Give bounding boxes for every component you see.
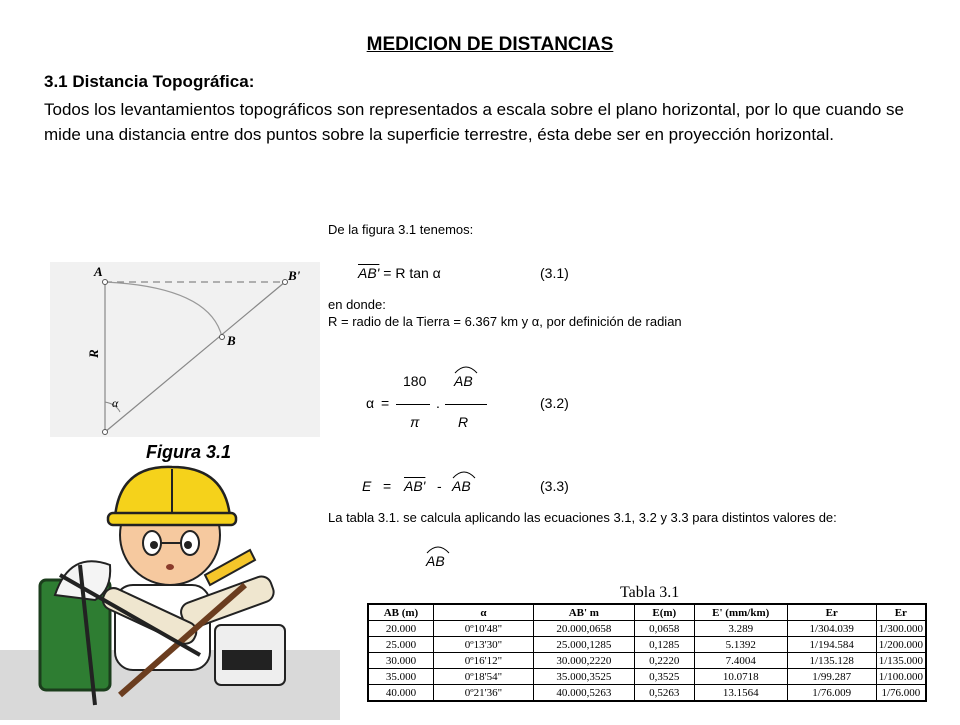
table-cell: 1/200.000 bbox=[876, 637, 926, 653]
where-label: en donde: bbox=[328, 297, 386, 312]
table-cell: 0,1285 bbox=[634, 637, 694, 653]
eq1-number: (3.1) bbox=[540, 265, 569, 281]
table-caption: Tabla 3.1 bbox=[620, 584, 680, 601]
eq2-den2: R bbox=[458, 414, 469, 430]
header-er-2: Er bbox=[876, 604, 926, 621]
engineer-illustration bbox=[0, 455, 340, 720]
table-row bbox=[368, 637, 926, 653]
arc-symbol bbox=[453, 361, 479, 375]
label-b-prime: B' bbox=[288, 268, 301, 283]
eq3-term1: AB' bbox=[404, 478, 426, 494]
table-cell: 0,5263 bbox=[634, 685, 694, 702]
table-cell: 3.289 bbox=[694, 621, 787, 637]
figure-3-1 bbox=[50, 262, 320, 437]
table-cell: 0º16'12" bbox=[433, 653, 533, 669]
header-ab: AB (m) bbox=[368, 604, 433, 621]
table-cell: 20.000 bbox=[368, 621, 433, 637]
eq3-term2-wrap bbox=[452, 478, 471, 494]
figure-caption: Figura 3.1 bbox=[146, 442, 232, 462]
eq2-den1: π bbox=[410, 414, 420, 430]
section-heading: 3.1 Distancia Topográfica: bbox=[44, 72, 255, 91]
table-cell: 0º21'36" bbox=[433, 685, 533, 702]
equation-3-1 bbox=[358, 265, 441, 281]
label-alpha: α bbox=[112, 396, 119, 410]
table-cell: 40.000 bbox=[368, 685, 433, 702]
equations-intro: De la figura 3.1 tenemos: bbox=[328, 222, 474, 237]
table-cell: 0,2220 bbox=[634, 653, 694, 669]
header-ab-prime: AB' m bbox=[533, 604, 634, 621]
table-cell: 30.000,2220 bbox=[533, 653, 634, 669]
eq1-lhs: AB' bbox=[358, 265, 380, 281]
eq1-rhs: R tan α bbox=[395, 265, 441, 281]
eq3-number: (3.3) bbox=[540, 478, 569, 494]
table-cell: 1/135.000 bbox=[876, 653, 926, 669]
fraction-bar-2 bbox=[445, 404, 487, 405]
arc-symbol bbox=[451, 466, 477, 480]
table-cell: 1/135.128 bbox=[787, 653, 876, 669]
geometry-diagram bbox=[50, 262, 320, 437]
eq3-equals: = bbox=[383, 478, 392, 494]
table-cell: 0º10'48" bbox=[433, 621, 533, 637]
eq2-num2-wrap bbox=[454, 373, 473, 389]
table-cell: 25.000 bbox=[368, 637, 433, 653]
note-term: AB bbox=[426, 553, 445, 569]
table-cell: 7.4004 bbox=[694, 653, 787, 669]
eq3-term2: AB bbox=[452, 478, 471, 494]
table-cell: 35.000 bbox=[368, 669, 433, 685]
header-e-prime: E' (mm/km) bbox=[694, 604, 787, 621]
eq1-equals: = bbox=[383, 265, 392, 281]
table-cell: 5.1392 bbox=[694, 637, 787, 653]
fraction-bar-1 bbox=[396, 404, 430, 405]
paint-pot-label bbox=[222, 650, 272, 670]
table-cell: 1/76.000 bbox=[876, 685, 926, 702]
intro-paragraph: Todos los levantamientos topográficos son representados a escala sobre el plano horizontal, por lo que cuando se mide una distancia entre dos puntos sobre la superficie terrestre, ésta debe ser en proyección horizontal. bbox=[44, 100, 904, 144]
table-row bbox=[368, 621, 926, 637]
eq2-number: (3.2) bbox=[540, 395, 569, 411]
eq2-lhs: α bbox=[366, 395, 375, 411]
page-title: MEDICION DE DISTANCIAS bbox=[366, 34, 614, 55]
table-note: La tabla 3.1. se calcula aplicando las ecuaciones 3.1, 3.2 y 3.3 para distintos valores de: bbox=[328, 510, 837, 525]
table-cell: 1/194.584 bbox=[787, 637, 876, 653]
table-cell: 10.0718 bbox=[694, 669, 787, 685]
table-cell: 30.000 bbox=[368, 653, 433, 669]
header-er-1: Er bbox=[787, 604, 876, 621]
eq2-dot: . bbox=[436, 395, 440, 411]
table-header-row bbox=[368, 604, 926, 621]
eq3-lhs: E bbox=[362, 478, 372, 494]
table-row bbox=[368, 653, 926, 669]
table-cell: 1/99.287 bbox=[787, 669, 876, 685]
table-cell: 1/300.000 bbox=[876, 621, 926, 637]
table-cell: 20.000,0658 bbox=[533, 621, 634, 637]
table-cell: 1/100.000 bbox=[876, 669, 926, 685]
radius-definition: R = radio de la Tierra = 6.367 km y α, por definición de radian bbox=[328, 314, 682, 329]
table-cell: 0º18'54" bbox=[433, 669, 533, 685]
distance-table bbox=[367, 603, 927, 702]
note-term-wrap bbox=[426, 553, 445, 569]
table-cell: 35.000,3525 bbox=[533, 669, 634, 685]
label-b: B bbox=[227, 333, 236, 348]
table-cell: 1/76.009 bbox=[787, 685, 876, 702]
table-cell: 0,0658 bbox=[634, 621, 694, 637]
table-cell: 40.000,5263 bbox=[533, 685, 634, 702]
header-alpha: α bbox=[433, 604, 533, 621]
table-cell: 1/304.039 bbox=[787, 621, 876, 637]
engineer-cartoon bbox=[0, 455, 340, 720]
eq2-num1: 180 bbox=[403, 373, 427, 389]
arc-symbol bbox=[425, 541, 451, 555]
eq2-equals: = bbox=[381, 395, 390, 411]
label-r: R bbox=[86, 349, 101, 358]
header-e: E(m) bbox=[634, 604, 694, 621]
table-cell: 0º13'30" bbox=[433, 637, 533, 653]
eq3-minus: - bbox=[437, 478, 442, 494]
label-a: A bbox=[94, 264, 103, 279]
table-cell: 13.1564 bbox=[694, 685, 787, 702]
table-row bbox=[368, 669, 926, 685]
table-cell: 0,3525 bbox=[634, 669, 694, 685]
table-cell: 25.000,1285 bbox=[533, 637, 634, 653]
eq2-num2: AB bbox=[454, 373, 473, 389]
table-row bbox=[368, 685, 926, 702]
